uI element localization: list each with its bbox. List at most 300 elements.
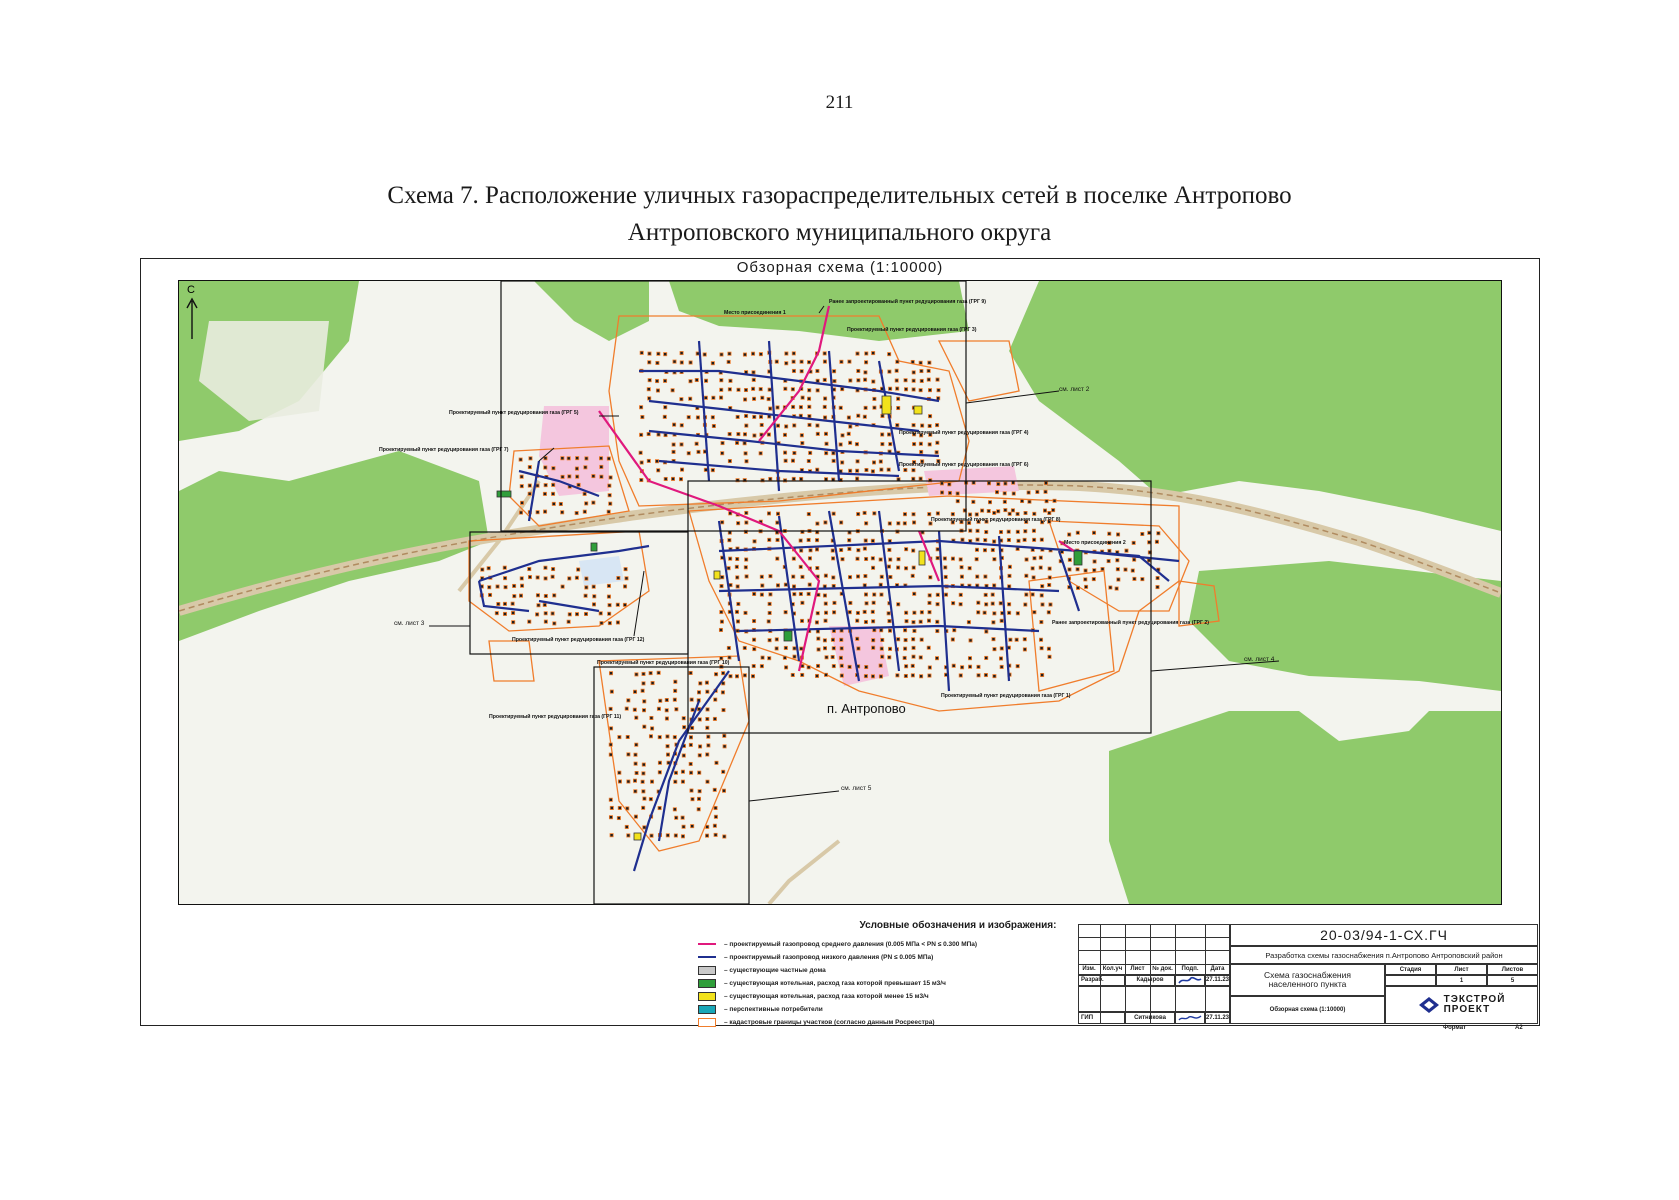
house [1015,638,1018,641]
house [776,406,779,409]
house [969,639,972,642]
house [664,477,667,480]
house [800,647,803,650]
house [991,548,994,551]
house [647,388,650,391]
house [512,621,515,624]
house [824,478,827,481]
house [528,575,531,578]
house [575,467,578,470]
house [768,657,771,660]
house [695,378,698,381]
house [745,460,748,463]
house [721,691,724,694]
house [649,798,652,801]
house [972,481,975,484]
north-label: С [187,284,195,296]
house [940,491,943,494]
house [903,656,906,659]
house [682,754,685,757]
house [641,780,644,783]
house [784,387,787,390]
header-podp: Подп. [1181,966,1199,972]
house [617,816,620,819]
house [1133,558,1136,561]
house [520,584,523,587]
house [610,834,613,837]
house [992,621,995,624]
house [737,522,740,525]
house [1009,638,1012,641]
house [585,577,588,580]
house [666,753,669,756]
house [1093,560,1096,563]
house [753,434,756,437]
house [519,511,522,514]
house [568,613,571,616]
house [948,483,951,486]
house [643,826,646,829]
legend-item [698,977,946,989]
house [887,612,890,615]
legend-text: – существующая котельная, расход газа которой превышает 15 м3/ч [724,979,946,987]
house [680,443,683,446]
house [551,567,554,570]
house [1016,665,1019,668]
house [991,602,994,605]
house [997,482,1000,485]
sheet-ref-4: см. лист 4 [1244,656,1275,663]
house [719,396,722,399]
house [888,353,891,356]
house [655,460,658,463]
house [537,604,540,607]
house [687,452,690,455]
house [799,406,802,409]
house [943,557,946,560]
house [848,539,851,542]
house [919,620,922,623]
house [792,477,795,480]
house [744,566,747,569]
house [714,806,717,809]
house [640,478,643,481]
house [679,478,682,481]
house [752,619,755,622]
house [1117,578,1120,581]
house [698,790,701,793]
house [993,511,996,514]
house [751,387,754,390]
house [1044,490,1047,493]
house [713,824,716,827]
house [759,452,762,455]
house [706,753,709,756]
house [559,502,562,505]
legend-item [698,1016,935,1028]
house [936,378,939,381]
house [607,457,610,460]
house [801,442,804,445]
house [987,482,990,485]
house [808,405,811,408]
house [689,743,692,746]
company-name-line-1: ТЭКСТРОЙ [1443,994,1506,1005]
house [799,565,802,568]
house [912,424,915,427]
house [568,577,571,580]
house [723,745,726,748]
house [807,538,810,541]
house [1016,512,1019,515]
house [920,638,923,641]
house [956,500,959,503]
house [936,629,939,632]
house [888,647,891,650]
house [864,361,867,364]
house [857,549,860,552]
house [703,353,706,356]
house [831,549,834,552]
house [1131,569,1134,572]
house [871,557,874,560]
house [880,575,883,578]
grid-line [1078,950,1230,951]
legend-text: – проектируемый газопровод низкого давления (PN ≤ 0.005 МПа) [724,953,934,961]
house [808,557,811,560]
house [608,612,611,615]
house [824,619,827,622]
house [799,592,802,595]
house [864,406,867,409]
house [576,457,579,460]
house [751,352,754,355]
house [689,397,692,400]
house [937,397,940,400]
house [896,566,899,569]
house [752,638,755,641]
house [618,736,621,739]
house [699,682,702,685]
house [953,629,956,632]
house [840,360,843,363]
house [683,726,686,729]
house [658,771,661,774]
house [735,441,738,444]
house [808,389,811,392]
house [600,622,603,625]
house [935,423,938,426]
house [543,510,546,513]
house [650,716,653,719]
house [848,611,851,614]
house [783,451,786,454]
house [544,457,547,460]
house [832,629,835,632]
house [903,513,906,516]
house [856,619,859,622]
house [776,538,779,541]
house [609,476,612,479]
house [721,452,724,455]
house [714,815,717,818]
house [944,593,947,596]
house [879,675,882,678]
house [658,736,661,739]
house [793,655,796,658]
house [617,576,620,579]
house [993,648,996,651]
house [666,735,669,738]
house [736,629,739,632]
house [987,509,990,512]
house [721,521,724,524]
house [713,717,716,720]
house [940,482,943,485]
house [536,594,539,597]
house [673,808,676,811]
house [948,491,951,494]
house [936,593,939,596]
house [689,380,692,383]
house [487,567,490,570]
house [1048,567,1051,570]
house [567,457,570,460]
stage-value [1385,975,1436,986]
house [984,539,987,542]
house [839,406,842,409]
house [951,557,954,560]
house [593,595,596,598]
house [793,593,796,596]
house [585,457,588,460]
project-name: Разработка схемы газоснабжения п.Антропово Антроповский район [1230,946,1538,964]
house [634,762,637,765]
house [1044,481,1047,484]
house [704,396,707,399]
house [775,360,778,363]
house [856,637,859,640]
map-canvas[interactable] [179,281,1501,904]
house [722,789,725,792]
house [720,388,723,391]
role-gip: ГИП [1078,1012,1125,1024]
house [912,513,915,516]
house [927,369,930,372]
house [841,461,844,464]
house [927,378,930,381]
house [985,530,988,533]
house [997,510,1000,513]
signature-develop [1175,974,1205,986]
overview-map[interactable] [178,280,1502,905]
house [575,576,578,579]
house [1036,490,1039,493]
house [552,467,555,470]
house [657,469,660,472]
house [753,592,756,595]
house [675,708,678,711]
house [648,352,651,355]
house [769,593,772,596]
house [674,834,677,837]
house [912,549,915,552]
house [863,511,866,514]
house [1039,638,1042,641]
house [647,459,650,462]
house [863,547,866,550]
house [561,585,564,588]
house [1093,569,1096,572]
house [1084,585,1087,588]
house [784,459,787,462]
house [561,475,564,478]
house [608,622,611,625]
house [977,601,980,604]
house [768,639,771,642]
house [672,450,675,453]
callout-grp6: Проектируемый пункт редуцирования газа (ГРГ 6) [899,462,1029,468]
house [919,656,922,659]
house [642,709,645,712]
house [1023,648,1026,651]
house [609,502,612,505]
house [575,613,578,616]
house [1048,576,1051,579]
house [673,736,676,739]
house [714,673,717,676]
house [496,585,499,588]
house [609,798,612,801]
house [1040,620,1043,623]
callout-grp8: Проектируемый пункт редуцирования газа (ГРГ 8) [931,517,1061,523]
house [784,583,787,586]
legend-item [698,951,933,963]
sheet-ref-5: см. лист 5 [841,785,872,792]
house [897,603,900,606]
house [871,610,874,613]
house [1052,509,1055,512]
format-label: Формат [1443,1025,1467,1031]
house [936,556,939,559]
house [722,770,725,773]
house [920,369,923,372]
house [936,603,939,606]
house [1000,619,1003,622]
house [816,664,819,667]
house [743,433,746,436]
house [1132,541,1135,544]
house [888,370,891,373]
house [751,675,754,678]
house [864,371,867,374]
house [1092,578,1095,581]
house [651,681,654,684]
house [626,735,629,738]
house [528,492,531,495]
house [673,698,676,701]
house [657,707,660,710]
house [920,675,923,678]
house [552,483,555,486]
house [951,638,954,641]
house [1043,509,1046,512]
house [839,656,842,659]
house [610,690,613,693]
house [1076,531,1079,534]
house [903,629,906,632]
house [864,557,867,560]
house [723,734,726,737]
house [561,457,564,460]
house [809,451,812,454]
house [881,638,884,641]
house [1084,569,1087,572]
house [800,434,803,437]
house [1023,538,1026,541]
house [904,379,907,382]
house [856,575,859,578]
house [857,512,860,515]
house [1025,574,1028,577]
house [529,457,532,460]
house [640,433,643,436]
house [800,549,803,552]
house [642,763,645,766]
house [634,815,637,818]
house [544,466,547,469]
house [999,530,1002,533]
house [928,389,931,392]
house [639,406,642,409]
house [720,620,723,623]
house [815,621,818,624]
house [544,594,547,597]
house [800,370,803,373]
house [503,577,506,580]
legend-text: – существующая котельная, расход газа которой менее 15 м3/ч [724,992,929,1000]
house [650,834,653,837]
house [816,522,819,525]
house [705,681,708,684]
house [610,806,613,809]
house [528,484,531,487]
house [503,612,506,615]
house [823,360,826,363]
drawing-sheet [140,258,1540,1031]
house [816,630,819,633]
house [807,361,810,364]
house [697,797,700,800]
house [616,621,619,624]
house [847,432,850,435]
house [1016,612,1019,615]
header-izm: Изм. [1082,966,1096,972]
house [889,442,892,445]
house [583,510,586,513]
house [728,432,731,435]
house [609,727,612,730]
house [856,611,859,614]
house [975,558,978,561]
house [1049,603,1052,606]
house [752,371,755,374]
sheets-header: Листов [1487,964,1538,975]
house [905,665,908,668]
house [585,502,588,505]
house [959,593,962,596]
house [808,415,811,418]
